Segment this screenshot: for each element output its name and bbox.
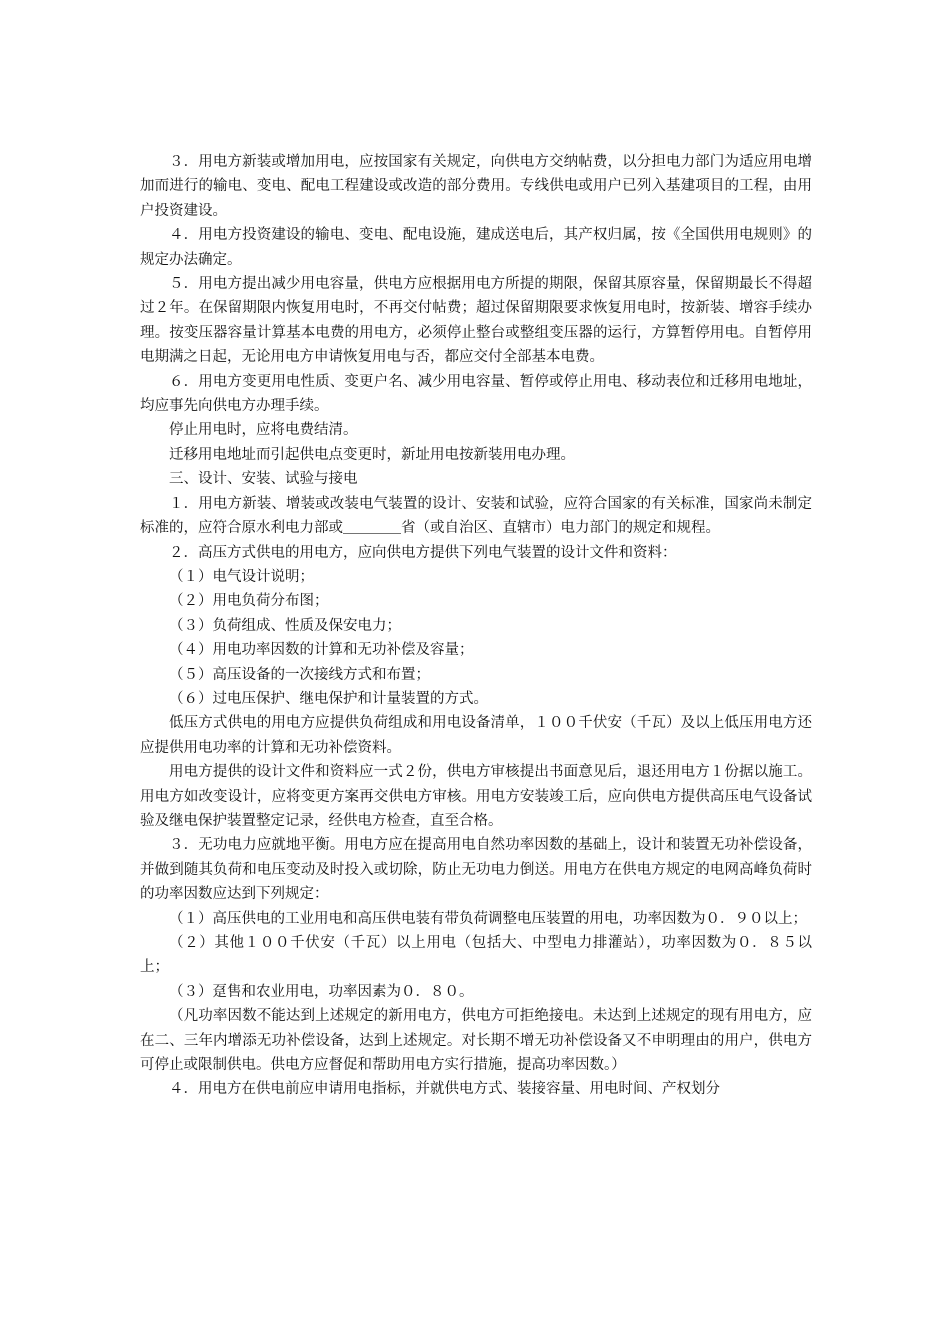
paragraph-item-6-changes: ６．用电方变更用电性质、变更户名、减少用电容量、暂停或停止用电、移动表位和迁移用电地址，均应事先向供电方办理手续。 <box>140 373 812 415</box>
paragraph-power-factor-note: （凡功率因数不能达到上述规定的新用电方，供电方可拒绝接电。未达到上述规定的现有用电方，应在二、三年内增添无功补偿设备，达到上述规定。对长期不增无功补偿设备又不申明理由的用户，供电方可停止或限制供电。供电方应督促和帮助用电方实行措施，提高功率因数。） <box>140 1008 812 1074</box>
section-heading-design: 三、设计、安装、试验与接电 <box>169 471 358 488</box>
list-item: （３）负荷组成、性质及保安电力； <box>169 617 401 634</box>
paragraph-stop-usage: 停止用电时，应将电费结清。 <box>169 422 358 439</box>
list-item: （４）用电功率因数的计算和无功补偿及容量； <box>169 642 474 659</box>
list-item: （１）高压供电的工业用电和高压供电装有带负荷调整电压装置的用电，功率因数为０．９０以上； <box>169 910 807 927</box>
list-item: （３）趸售和农业用电，功率因素为０．８０。 <box>169 983 474 1000</box>
paragraph-design-review: 用电方提供的设计文件和资料应一式２份，供电方审核提出书面意见后，退还用电方１份据以施工。用电方如改变设计，应将变更方案再交供电方审核。用电方安装竣工后，应向供电方提供高压电气设备试验及继电保护装置整定记录，经供电方检查，直至合格。 <box>140 764 812 829</box>
list-item: （２）其他１００千伏安（千瓦）以上用电（包括大、中型电力排灌站），功率因数为０．８５以上； <box>140 935 812 976</box>
list-item: （１）电气设计说明； <box>169 568 314 585</box>
document-body <box>140 150 812 1102</box>
list-item: （２）用电负荷分布图； <box>169 593 329 610</box>
paragraph-design-item-4: ４．用电方在供电前应申请用电指标，并就供电方式、装接容量、用电时间、产权划分 <box>169 1081 720 1098</box>
paragraph-relocation: 迁移用电地址而引起供电点变更时，新址用电按新装用电办理。 <box>169 446 575 463</box>
paragraph-item-5-capacity-reduction: ５．用电方提出减少用电容量，供电方应根据用电方所提的期限，保留其原容量，保留期最长不得超过２年。在保留期限内恢复用电时，不再交付帖费；超过保留期限要求恢复用电时，按新装、增容手续办理。按变压器容量计算基本电费的用电方，必须停止整台或整组变压器的运行，方算暂停用电。自暂停用电期满之日起，无论用电方申请恢复用电与否，都应交付全部基本电费。 <box>140 276 812 366</box>
paragraph-design-item-3: ３．无功电力应就地平衡。用电方应在提高用电自然功率因数的基础上，设计和装置无功补偿设备，并做到随其负荷和电压变动及时投入或切除，防止无功电力倒送。用电方在供电方规定的电网高峰负荷时的功率因数应达到下列规定： <box>140 837 812 903</box>
paragraph-design-item-2: ２．高压方式供电的用电方，应向供电方提供下列电气装置的设计文件和资料： <box>169 544 677 561</box>
paragraph-low-voltage: 低压方式供电的用电方应提供负荷组成和用电设备清单，１００千伏安（千瓦）及以上低压用电方还应提供用电功率的计算和无功补偿资料。 <box>140 715 812 756</box>
paragraph-item-4-ownership: ４．用电方投资建设的输电、变电、配电设施，建成送电后，其产权归属，按《全国供用电规则》的规定办法确定。 <box>140 227 812 268</box>
paragraph-design-item-1: １．用电方新装、增装或改装电气装置的设计、安装和试验，应符合国家的有关标准，国家尚未制定标准的，应符合原水利电力部或＿＿＿＿省（或自治区、直辖市）电力部门的规定和规程。 <box>140 495 812 537</box>
paragraph-item-3-fees: ３．用电方新装或增加用电，应按国家有关规定，向供电方交纳帖费，以分担电力部门为适应用电增加而进行的输电、变电、配电工程建设或改造的部分费用。专线供电或用户已列入基建项目的工程，由用户投资建设。 <box>140 154 812 219</box>
list-item: （６）过电压保护、继电保护和计量装置的方式。 <box>169 690 488 707</box>
list-item: （５）高压设备的一次接线方式和布置； <box>169 666 430 683</box>
